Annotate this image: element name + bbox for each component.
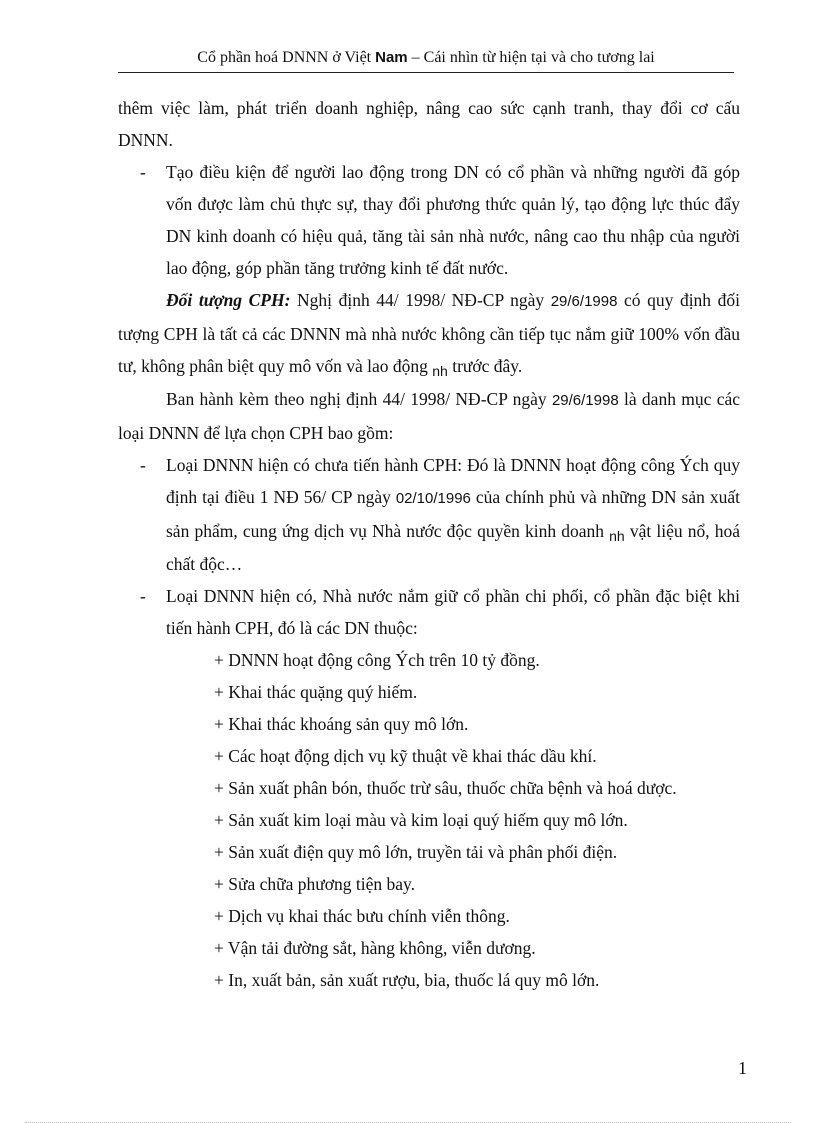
list-item: + In, xuất bản, sản xuất rượu, bia, thuốc lá quy mô lớn. xyxy=(214,970,600,990)
decree-date: 29/6/1998 xyxy=(550,293,618,310)
page-header xyxy=(118,48,734,68)
inline-nh: nh xyxy=(432,363,448,379)
header-title-nam: Nam xyxy=(375,49,408,66)
bullet-dash: - xyxy=(140,162,146,182)
paragraph-doi-tuong xyxy=(118,284,740,383)
decree-date: 02/10/1996 xyxy=(395,490,471,507)
list-item: + Khai thác khoáng sản quy mô lớn. xyxy=(214,714,469,734)
list-item: + Sản xuất kim loại màu và kim loại quý hiếm quy mô lớn. xyxy=(214,810,628,830)
document-body xyxy=(118,92,740,996)
page-number: 1 xyxy=(738,1058,747,1078)
bullet-text: Tạo điều kiện để người lao động trong DN có cổ phần và những người đã góp vốn được làm chủ thực sự, thay đổi phương thức quản lý, tạo động lực thúc đẩy DN kinh doanh có hiệu quả, tăng tài sản nhà nước, nâng cao thu nhập của người lao động, góp phần tăng trưởng kinh tế đất nước. xyxy=(166,162,740,278)
paragraph-text: Ban hành kèm theo nghị định 44/ 1998/ NĐ-CP ngày xyxy=(166,389,552,409)
bullet-item-3 xyxy=(118,580,740,644)
list-item: + DNNN hoạt động công Ých trên 10 tỷ đồng. xyxy=(214,650,540,670)
bullet-text-part: Loại DNNN hiện có chưa tiến hành CPH: Đó là DNNN hoạt động công Ých quy định tại điều 1 NĐ 56/ CP ngày xyxy=(166,455,740,507)
paragraph-text: có quy định đối tượng CPH là tất cả các DNNN mà nhà nước không cần tiếp tục nắm giữ 100% vốn đầu tư, không phân biệt quy mô vốn và lao động xyxy=(118,290,740,376)
list-item: + Vận tải đường sắt, hàng không, viễn dương. xyxy=(214,938,536,958)
paragraph-lead: Đối tượng CPH: xyxy=(166,290,291,310)
bullet-dash: - xyxy=(140,455,146,475)
bullet-text xyxy=(166,449,740,580)
paragraph-text: là danh mục các loại DNNN để lựa chọn CPH bao gồm: xyxy=(118,389,741,443)
bullet-text-part: của chính phủ và những DN sản xuất sản phẩm, cung ứng dịch vụ Nhà nước độc quyền kinh doanh xyxy=(166,487,740,541)
list-item: + Các hoạt động dịch vụ kỹ thuật về khai thác dầu khí. xyxy=(214,746,597,766)
list-item: + Sản xuất phân bón, thuốc trừ sâu, thuốc chữa bệnh và hoá dược. xyxy=(214,778,677,798)
bullet-item-1 xyxy=(118,156,740,284)
paragraph-ban-hanh xyxy=(118,383,740,449)
list-item: + Dịch vụ khai thác bưu chính viễn thông. xyxy=(214,906,510,926)
header-title-end: – Cái nhìn từ hiện tại và cho tương lai xyxy=(407,49,655,66)
inline-nh: nh xyxy=(609,528,625,544)
plus-list xyxy=(118,644,740,996)
bullet-dash: - xyxy=(140,586,146,606)
list-item: + Sửa chữa phương tiện bay. xyxy=(214,874,415,894)
paragraph-text: trước đây. xyxy=(447,356,523,376)
list-item: + Khai thác quặng quý hiếm. xyxy=(214,682,418,702)
bullet-item-2 xyxy=(118,449,740,580)
header-title-start: Cổ phần hoá DNNN ở Việt xyxy=(197,49,376,66)
paragraph-text: Nghị định 44/ 1998/ NĐ-CP ngày xyxy=(290,290,551,310)
bullet-text: Loại DNNN hiện có, Nhà nước nắm giữ cổ phần chi phối, cổ phần đặc biệt khi tiến hành CPH, đó là các DN thuộc: xyxy=(166,586,740,638)
header-rule xyxy=(118,72,734,73)
paragraph-continuation: thêm việc làm, phát triển doanh nghiệp, nâng cao sức cạnh tranh, thay đổi cơ cấu DNNN. xyxy=(118,98,740,150)
decree-date: 29/6/1998 xyxy=(551,392,619,409)
bullet-text-part: vật liệu nổ, hoá chất độc… xyxy=(166,521,740,574)
list-item: + Sản xuất điện quy mô lớn, truyền tải và phân phối điện. xyxy=(214,842,618,862)
